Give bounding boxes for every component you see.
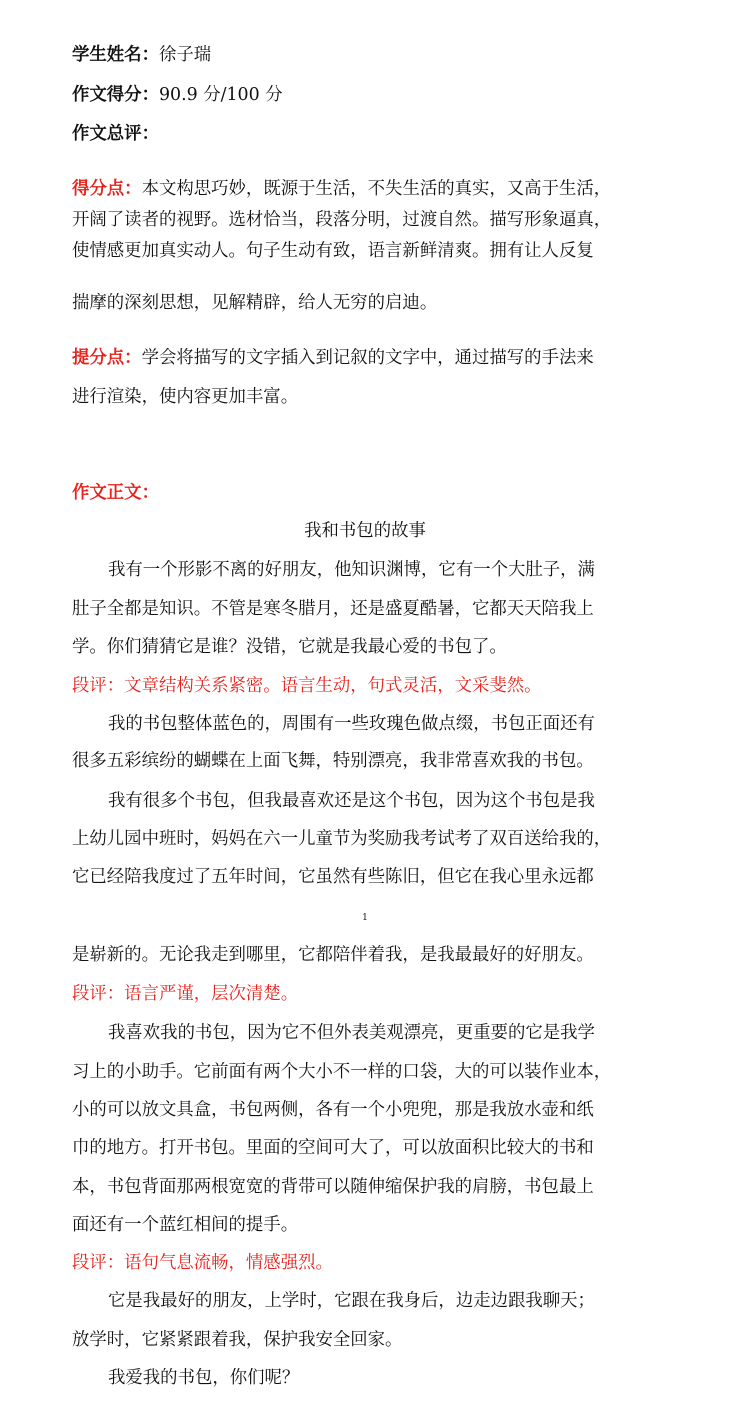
p1-line-2: 肚子全都是知识。不管是寒冬腊月，还是盛夏酷暑，它都天天陪我上 (72, 599, 594, 619)
student-name-line (72, 44, 672, 66)
essay-title: 我和书包的故事 (304, 521, 426, 541)
p2-line-2: 很多五彩缤纷的蝴蝶在上面飞舞，特别漂亮，我非常喜欢我的书包。 (72, 751, 594, 771)
p3-continuation: 是崭新的。无论我走到哪里，它都陪伴着我，是我最最好的好朋友。 (72, 945, 594, 965)
essay-section-label: 作文正文： (72, 483, 159, 503)
score-label: 作文得分： (72, 85, 159, 105)
improve-label: 提分点： (72, 348, 142, 368)
p1-line-3: 学。你们猜猜它是谁？没错，它就是我最心爱的书包了。 (72, 637, 507, 657)
p4-line-4: 巾的地方。打开书包。里面的空间可大了，可以放面积比较大的书和 (72, 1138, 594, 1158)
paragraph-comment-2: 段评：语言严谨，层次清楚。 (72, 984, 299, 1004)
merits-line-3: 使情感更加真实动人。句子生动有致，语言新鲜清爽。拥有让人反复 (72, 241, 594, 261)
p3-line-2: 上幼儿园中班时，妈妈在六一儿童节为奖励我考试考了双百送给我的， (72, 829, 612, 849)
p5-line-1: 它是我最好的朋友，上学时，它跟在我身后，边走边跟我聊天； (108, 1291, 595, 1311)
p1-line-1: 我有一个形影不离的好朋友，他知识渊博，它有一个大肚子，满 (108, 560, 595, 580)
p4-line-6: 面还有一个蓝红相间的提手。 (72, 1215, 299, 1235)
student-name-label: 学生姓名： (72, 45, 159, 65)
merits-line-1 (72, 178, 672, 200)
improve-line-1 (72, 347, 672, 369)
p4-line-2: 习上的小助手。它前面有两个大小不一样的口袋，大的可以装作业本， (72, 1062, 612, 1082)
p4-line-1: 我喜欢我的书包，因为它不但外表美观漂亮，更重要的它是我学 (108, 1023, 595, 1043)
p5-line-2: 放学时，它紧紧跟着我，保护我安全回家。 (72, 1330, 403, 1350)
score-value: 90.9 分/100 分 (158, 85, 283, 105)
merits-text-1: 本文构思巧妙，既源于生活，不失生活的真实，又高于生活， (141, 179, 612, 199)
paragraph-comment-1: 段评：文章结构关系紧密。语言生动，句式灵活，文采斐然。 (72, 676, 542, 696)
overall-review-label: 作文总评： (72, 124, 159, 144)
p4-line-5: 本，书包背面那两根宽宽的背带可以随伸缩保护我的肩膀，书包最上 (72, 1177, 594, 1197)
p2-line-1: 我的书包整体蓝色的，周围有一些玫瑰色做点缀，书包正面还有 (108, 714, 595, 734)
p6-line-1: 我爱我的书包，你们呢？ (108, 1368, 300, 1388)
p4-line-3: 小的可以放文具盒，书包两侧，各有一个小兜兜，那是我放水壶和纸 (72, 1100, 594, 1120)
p3-line-1: 我有很多个书包，但我最喜欢还是这个书包，因为这个书包是我 (108, 791, 595, 811)
student-name-value: 徐子瑞 (158, 45, 212, 65)
improve-text-1: 学会将描写的文字插入到记叙的文字中，通过描写的手法来 (141, 348, 594, 368)
p3-line-3: 它已经陪我度过了五年时间，它虽然有些陈旧，但它在我心里永远都 (72, 867, 594, 887)
score-line (72, 84, 672, 106)
merits-line-4: 揣摩的深刻思想，见解精辟，给人无穷的启迪。 (72, 293, 438, 313)
page-number: 1 (362, 913, 368, 923)
merits-label: 得分点： (72, 179, 142, 199)
merits-line-2: 开阔了读者的视野。选材恰当，段落分明，过渡自然。描写形象逼真， (72, 210, 612, 230)
improve-line-2: 进行渲染，使内容更加丰富。 (72, 387, 299, 407)
paragraph-comment-3: 段评：语句气息流畅，情感强烈。 (72, 1253, 333, 1273)
